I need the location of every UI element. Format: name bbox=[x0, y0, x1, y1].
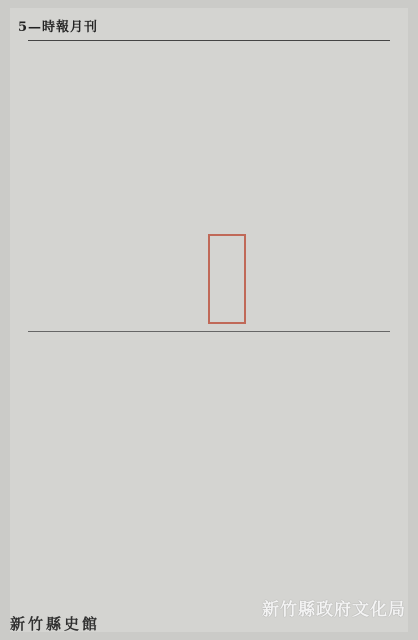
watermark-culture-bureau: 新竹縣政府文化局 bbox=[262, 600, 406, 620]
page-header: 5—時報月刊 bbox=[18, 20, 99, 35]
article-text-bottom bbox=[30, 336, 388, 604]
section-divider bbox=[28, 331, 390, 332]
paper-sheet bbox=[10, 8, 408, 632]
watermark-county-archive: 新竹縣史館 bbox=[10, 615, 101, 633]
header-rule bbox=[28, 40, 390, 41]
red-seal-stamp bbox=[208, 234, 246, 324]
